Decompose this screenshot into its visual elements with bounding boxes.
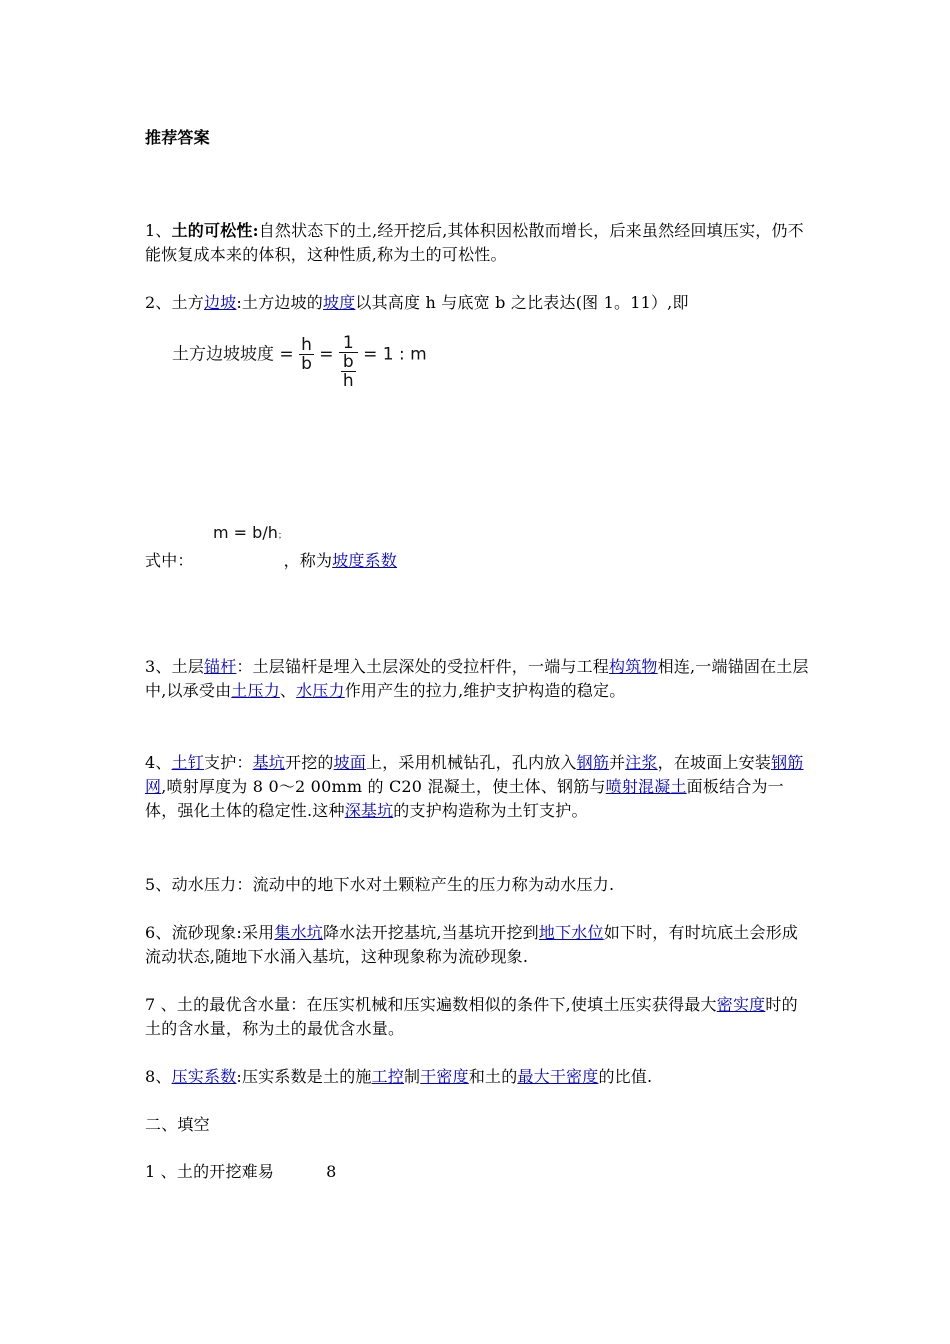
item-7-text: 7 、土的最优含水量：在压实机械和压实遍数相似的条件下,使填土压实获得最大 xyxy=(145,995,717,1014)
m-formula xyxy=(213,523,287,542)
fill-item-1 xyxy=(145,1160,810,1184)
item-3-text: ：土层锚杆是埋入土层深处的受拉杆件，一端与工程 xyxy=(236,657,610,676)
item-1 xyxy=(145,219,810,267)
page-title: 推荐答案 xyxy=(145,128,210,147)
link-shenjikeng[interactable]: 深基坑 xyxy=(344,801,394,820)
item-4-text: 上，采用机械钻孔，孔内放入 xyxy=(366,753,577,772)
link-maogan[interactable]: 锚杆 xyxy=(204,657,237,676)
fraction-numerator: 1 xyxy=(339,334,358,353)
item-3-text: 、 xyxy=(279,681,297,700)
item-4 xyxy=(145,751,810,823)
item-2-text: :土方边坡的 xyxy=(236,293,323,312)
item-4-text: ，在坡面上安装 xyxy=(657,753,772,772)
link-gangjin[interactable]: 钢筋 xyxy=(576,753,610,772)
item-8-text: 制 xyxy=(404,1067,421,1086)
item-6-text: 如下时，有时坑底土会形成流动状态,随地下水涌入基坑，这种现象称为流砂现象. xyxy=(145,923,799,966)
item-4-text: ,喷射厚度为 8 0～2 00mm 的 C20 混凝土，使土体、钢筋与 xyxy=(161,777,606,796)
item-4-number: 4、 xyxy=(145,753,172,772)
formula-lhs: 土方边坡坡度 xyxy=(172,344,274,365)
item-4-text: 并 xyxy=(609,753,626,772)
item-2-number: 2、 xyxy=(145,293,172,312)
where-line xyxy=(145,549,810,573)
item-3-number: 3、 xyxy=(145,657,172,676)
link-dixiashuiwei[interactable]: 地下水位 xyxy=(538,923,604,942)
m-formula-mark: ； xyxy=(277,531,287,541)
item-8-text: 的比值. xyxy=(598,1067,653,1086)
inner-denominator: h xyxy=(342,371,354,391)
link-jikeng[interactable]: 基坑 xyxy=(252,753,286,772)
link-biaopo[interactable]: 边坡 xyxy=(204,293,237,312)
where-label: 式中： xyxy=(145,551,194,570)
slope-formula xyxy=(172,333,427,391)
link-podu[interactable]: 坡度 xyxy=(323,293,356,312)
item-6-text: 降水法开挖基坑,当基坑开挖到 xyxy=(322,923,539,942)
item-1-text: 自然状态下的土,经开挖后,其体积因松散而增长，后来虽然经回填压实，仍不能恢复成本来的体积，这种性质,称为土的可松性。 xyxy=(145,221,804,264)
link-zuida-ganmidu[interactable]: 最大干密度 xyxy=(517,1067,599,1086)
item-6 xyxy=(145,921,810,969)
item-5: 5、动水压力：流动中的地下水对土颗粒产生的压力称为动水压力. xyxy=(145,875,615,894)
item-3 xyxy=(145,655,810,703)
link-shuiyali[interactable]: 水压力 xyxy=(296,681,345,700)
item-2-text: 土方 xyxy=(171,293,204,312)
item-7-text: 时的土的含水量，称为土的最优含水量。 xyxy=(145,995,798,1038)
link-zhujiang[interactable]: 注浆 xyxy=(625,753,658,772)
link-podu-xishu[interactable]: 坡度系数 xyxy=(332,551,398,570)
item-2-text: 以其高度 h 与底宽 b 之比表达(图 1。11）,即 xyxy=(355,293,689,312)
fill-item-1-number: 8 xyxy=(326,1162,337,1181)
item-1-number: 1、 xyxy=(145,221,172,240)
fraction-denominator xyxy=(339,353,358,390)
item-8-text: 和土的 xyxy=(468,1067,518,1086)
link-jishuikeng[interactable]: 集水坑 xyxy=(274,923,323,942)
fraction-denominator: b xyxy=(301,354,312,374)
fill-item-1-text: 1 、土的开挖难易 xyxy=(145,1162,275,1181)
item-4-text: 的支护构造称为土钉支护。 xyxy=(393,801,588,820)
link-penshe-hunningtu[interactable]: 喷射混凝土 xyxy=(605,777,687,796)
formula-rhs: = 1 : m xyxy=(363,344,427,365)
link-tuding[interactable]: 土钉 xyxy=(171,753,204,772)
item-4-text: 支护： xyxy=(204,753,253,772)
link-gouzhuwu[interactable]: 构筑物 xyxy=(609,657,658,676)
m-formula-text: m = b/h xyxy=(213,523,278,542)
item-8 xyxy=(145,1065,810,1089)
item-4-text: 开挖的 xyxy=(285,753,334,772)
link-ganmidu[interactable]: 干密度 xyxy=(420,1067,469,1086)
item-4-text: 面板结合为一体，强化土体的稳定性.这种 xyxy=(145,777,784,820)
item-6-text: 6、流砂现象:采用 xyxy=(145,923,275,942)
item-1-term: 土的可松性: xyxy=(171,221,259,240)
item-8-text: 8、 xyxy=(145,1067,172,1086)
item-2 xyxy=(145,291,810,315)
fraction-numerator: h xyxy=(299,336,314,355)
inner-fraction xyxy=(341,353,356,390)
link-gangjinwang[interactable]: 钢筋网 xyxy=(145,753,804,796)
section-heading: 二、填空 xyxy=(145,1115,210,1134)
item-8-text: :压实系数是土的施 xyxy=(236,1067,372,1086)
link-pomian[interactable]: 坡面 xyxy=(333,753,367,772)
link-yashi-xishu[interactable]: 压实系数 xyxy=(171,1067,237,1086)
link-tuyali[interactable]: 土压力 xyxy=(231,681,280,700)
item-3-text: 作用产生的拉力,维护支护构造的稳定。 xyxy=(344,681,626,700)
formula-equals: = xyxy=(279,344,294,365)
formula-equals: = xyxy=(319,344,334,365)
fraction-h-over-b xyxy=(299,336,314,373)
item-3-text: 相连,一端锚固在土层中,以承受由 xyxy=(145,657,809,700)
inner-numerator: b xyxy=(342,352,354,372)
item-3-text: 土层 xyxy=(171,657,204,676)
where-text: ，称为 xyxy=(283,551,333,570)
fraction-one-over-b-over-h xyxy=(339,334,358,390)
item-7 xyxy=(145,993,810,1041)
link-mishidu[interactable]: 密实度 xyxy=(716,995,766,1014)
link-gongkong[interactable]: 工控 xyxy=(371,1067,405,1086)
